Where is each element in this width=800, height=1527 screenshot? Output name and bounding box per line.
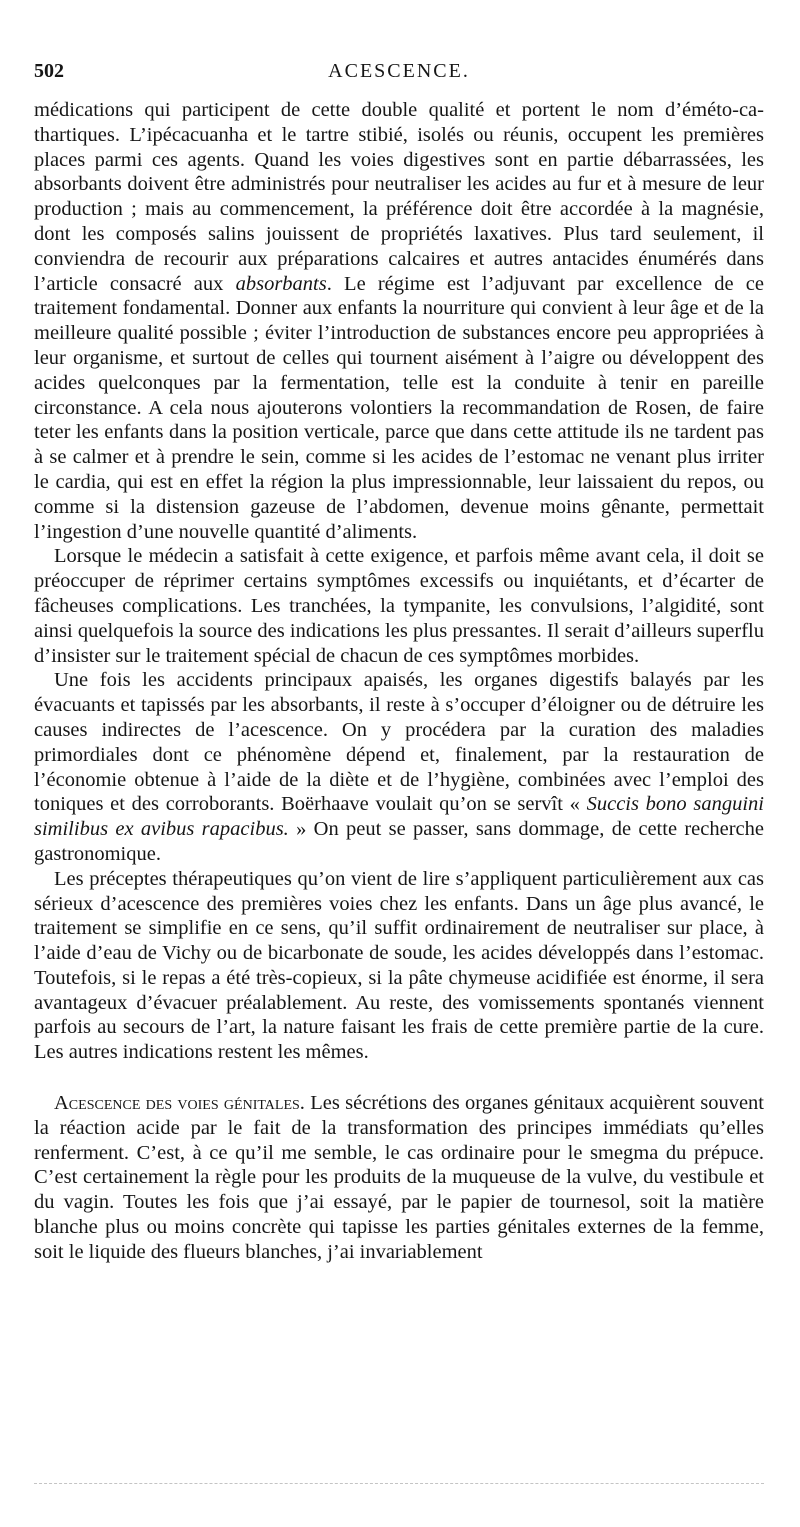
paragraph bbox=[34, 98, 764, 544]
section-gap bbox=[34, 1065, 764, 1091]
text-run: Une fois les accidents principaux apaisés, les organes digestifs balayés par les évacuants et tapissés par les absorbants, il reste à s’occuper d’éloigner ou de détruire les causes indirectes de l’acescence. On y procédera par la curation des maladies primordiales dont ce phénomène dépend et, finalement, par la restauration de l’économie obtenue à l’aide de la diète et de l’hygiène, combinées avec l’emploi des toniques et des corroborants. Boërhaave voulait qu’on se servît « bbox=[34, 669, 764, 816]
text-run: Les sécrétions des organes génitaux acquièrent souvent la réaction acide par le fait de la transformation des principes immédiats qu’elles renferment. C’est, à ce qu’il me semble, le cas ordinaire pour le smegma du prépuce. C’est certainement la règle pour les produits de la muqueuse de la vulve, du vestibule et du vagin. Toutes les fois que j’ai essayé, par le papier de tournesol, soit la matière blanche plus ou moins concrète qui tapisse les parties génitales externes de la femme, soit le liquide des flueurs blanches, j’ai invariablement bbox=[34, 1092, 764, 1263]
italic-term: absorbants bbox=[235, 272, 327, 295]
section-paragraph bbox=[34, 1091, 764, 1265]
paragraph bbox=[34, 544, 764, 668]
page-number: 502 bbox=[34, 60, 64, 82]
book-page bbox=[34, 58, 764, 1265]
running-head bbox=[34, 58, 764, 98]
bottom-rule bbox=[34, 1483, 764, 1484]
paragraph bbox=[34, 867, 764, 1065]
text-run: médications qui participent de cette double qualité et portent le nom d’éméto-cathartiques. L’ipécacuanha et le tartre stibié, isolés ou réunis, occupent les premières places parmi ces agents. Quand les voies digestives sont en partie débarrassées, les absorbants doivent être administrés pour neutraliser les acides au fur et à mesure de leur production ; mais au commencement, la préférence doit être accordée à la magnésie, dont les composés salins jouissent de propriétés laxatives. Plus tard seulement, il conviendra de recourir aux préparations calcaires et autres antacides énumérés dans l’article consacré aux bbox=[34, 99, 764, 295]
text-run: . Le régime est l’adjuvant par excellence de ce traitement fondamental. Donner aux enfants la nourriture qui convient à leur âge et de la meilleure qualité possible ; éviter l’introduction de substances encore peu appropriées à leur organisme, et surtout de celles qui tournent aisément à l’aigre ou développent des acides quelconques par la fermentation, telle est la conduite à tenir en pareille circonstance. A cela nous ajouterons volontiers la recommandation de Rosen, de faire teter les enfants dans la position verticale, parce que dans cette attitude ils ne tardent pas à se calmer et à prendre le sein, comme si les acides de l’estomac ne venant plus irriter le cardia, qui est en effet la région la plus impressionnable, leur laissaient du repos, ou comme si la distension gazeuse de l’abdomen, devenue moins gênante, permettait l’ingestion d’une nouvelle quantité d’aliments. bbox=[34, 272, 764, 543]
section-heading: Acescence des voies génitales. bbox=[54, 1092, 305, 1115]
text-run: Lorsque le médecin a satisfait à cette exigence, et parfois même avant cela, il doit se préoccuper de réprimer certains symptômes excessifs ou inquiétants, et d’écarter de fâcheuses complications. Les tranchées, la tympanite, les convulsions, l’algidité, sont ainsi quelquefois la source des indications les plus pressantes. Il serait d’ailleurs superflu d’insister sur le traitement spécial de chacun de ces symptômes morbides. bbox=[34, 545, 764, 667]
paragraph bbox=[34, 668, 764, 866]
text-body bbox=[34, 98, 764, 1265]
latin-quotation: Succis bono sanguini similibus ex avibus rapacibus. bbox=[34, 793, 765, 841]
running-title: ACESCENCE. bbox=[328, 60, 470, 82]
text-run: Les préceptes thérapeutiques qu’on vient de lire s’appliquent particulièrement aux cas sérieux d’acescence des premières voies chez les enfants. Dans un âge plus avancé, le traitement se simplifie en ce sens, qu’il suffit ordinairement de neutraliser sur place, à l’aide d’eau de Vichy ou de bicarbonate de soude, les acides développés dans l’estomac. Toutefois, si le repas a été très-copieux, si la pâte chymeuse acidifiée est énorme, il sera avantageux d’évacuer préalablement. Au reste, des vomissements spontanés viennent parfois au secours de l’art, la nature faisant les frais de cette première partie de la cure. Les autres indications restent les mêmes. bbox=[34, 867, 764, 1064]
text-run: » On peut se passer, sans dommage, de cette recherche gastronomique. bbox=[34, 818, 764, 865]
